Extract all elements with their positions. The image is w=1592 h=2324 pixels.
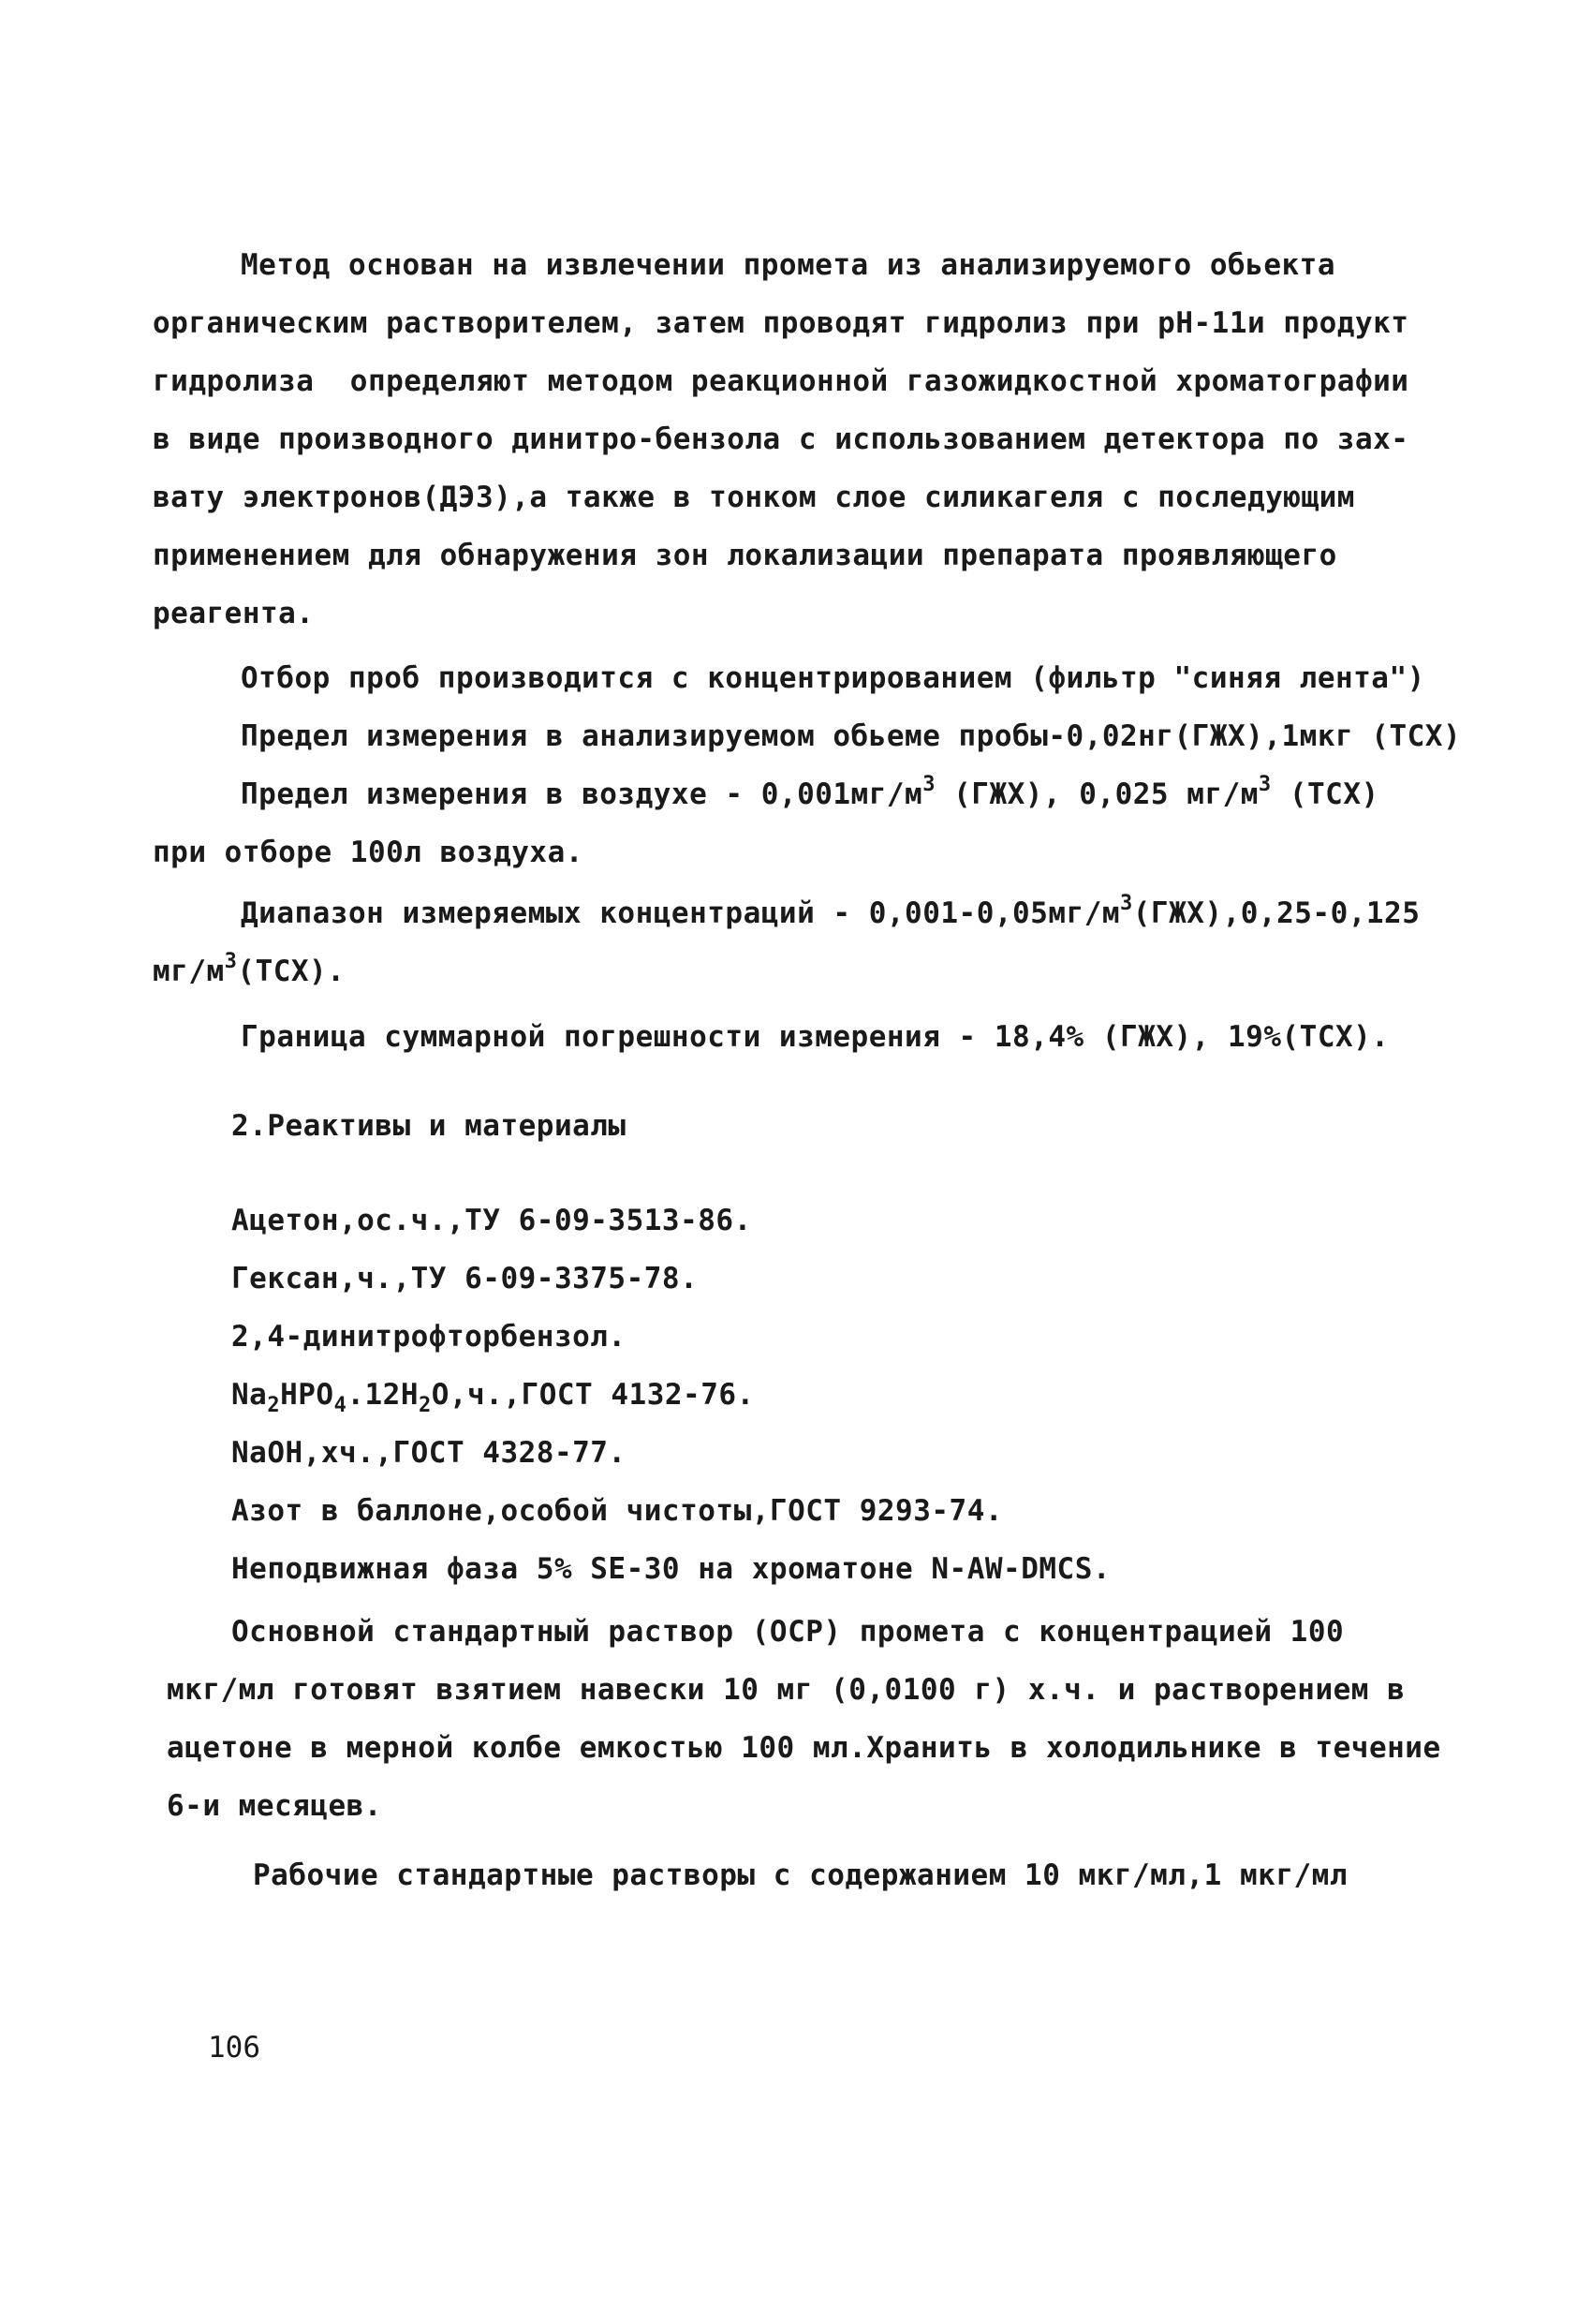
limit-volume-line: Предел измерения в анализируемом обьеме пробы-0,02нг(ГЖХ),1мкг (ТСХ): [241, 719, 1462, 753]
text-fragment: мг/м: [153, 955, 225, 988]
text-line: органическим растворителем, затем проводят гидролиз при рН-11и продукт: [153, 306, 1409, 340]
text-fragment: HPO: [280, 1378, 334, 1412]
text-line: гидролиза определяют методом реакционной газожидкостной хроматографии: [153, 364, 1409, 398]
superscript: 3: [224, 950, 238, 973]
reagent-item: NaOH,хч.,ГОСТ 4328-77.: [231, 1436, 626, 1470]
text-line: Основной стандартный раствор (ОСР) промета с концентрацией 100: [231, 1615, 1345, 1649]
limit-air-line-2: при отборе 100л воздуха.: [153, 836, 583, 869]
text-line: 6-и месяцев.: [167, 1789, 382, 1823]
reagent-item: Неподвижная фаза 5% SE-30 на хроматоне N-AW-DMCS.: [231, 1552, 1112, 1586]
text-fragment: Na: [231, 1378, 268, 1412]
limit-air-line: [241, 773, 1379, 813]
section-heading: 2.Реактивы и материалы: [231, 1109, 626, 1143]
text-fragment: (ТСХ).: [237, 955, 346, 988]
subscript: 2: [267, 1394, 281, 1417]
superscript: 3: [1120, 892, 1133, 915]
text-line: применением для обнаружения зон локализации препарата проявляющего: [153, 539, 1337, 572]
text-line: мкг/мл готовят взятием навески 10 мг (0,0100 г) х.ч. и растворением в: [167, 1673, 1406, 1707]
reagent-item: 2,4-динитрофторбензол.: [231, 1320, 626, 1354]
superscript: 3: [1258, 773, 1272, 796]
sampling-line: Отбор проб производится с концентрированием (фильтр "синяя лента"): [241, 661, 1425, 695]
text-fragment: (ТСХ): [1271, 777, 1379, 811]
text-line: Метод основан на извлечении промета из анализируемого обьекта: [241, 248, 1335, 282]
text-fragment: (ГЖХ), 0,025 мг/м: [935, 777, 1259, 811]
text-fragment: Диапазон измеряемых концентраций - 0,001-0,05мг/м: [241, 896, 1121, 930]
text-fragment: O,ч.,ГОСТ 4132-76.: [431, 1378, 755, 1412]
text-fragment: Предел измерения в воздухе - 0,001мг/м: [241, 777, 923, 811]
reagent-item: Ацетон,ос.ч.,ТУ 6-09-3513-86.: [231, 1204, 752, 1237]
reagent-item: [231, 1376, 755, 1417]
working-solutions-line: Рабочие стандартные растворы с содержанием 10 мкг/мл,1 мкг/мл: [253, 1858, 1348, 1892]
reagent-item: Азот в баллоне,особой чистоты,ГОСТ 9293-74.: [231, 1494, 1004, 1528]
text-line: в виде производного динитро-бензола с использованием детектора по зах-: [153, 422, 1409, 456]
reagent-item: Гексан,ч.,ТУ 6-09-3375-78.: [231, 1262, 699, 1295]
text-line: вату электронов(ДЭЗ),а также в тонком слое силикагеля с последующим: [153, 481, 1355, 514]
range-line-2: [153, 950, 346, 990]
range-line: [241, 892, 1421, 932]
subscript: 2: [418, 1394, 432, 1417]
text-fragment: .12H: [346, 1378, 419, 1412]
superscript: 3: [922, 773, 936, 796]
page-number: 106: [208, 2031, 260, 2065]
error-line: Граница суммарной погрешности измерения - 18,4% (ГЖХ), 19%(ТСХ).: [241, 1020, 1390, 1054]
text-line: ацетоне в мерной колбе емкостью 100 мл.Хранить в холодильнике в течение: [167, 1731, 1441, 1765]
subscript: 4: [333, 1394, 347, 1417]
text-line: реагента.: [153, 597, 315, 630]
text-fragment: (ГЖХ),0,25-0,125: [1132, 896, 1421, 930]
